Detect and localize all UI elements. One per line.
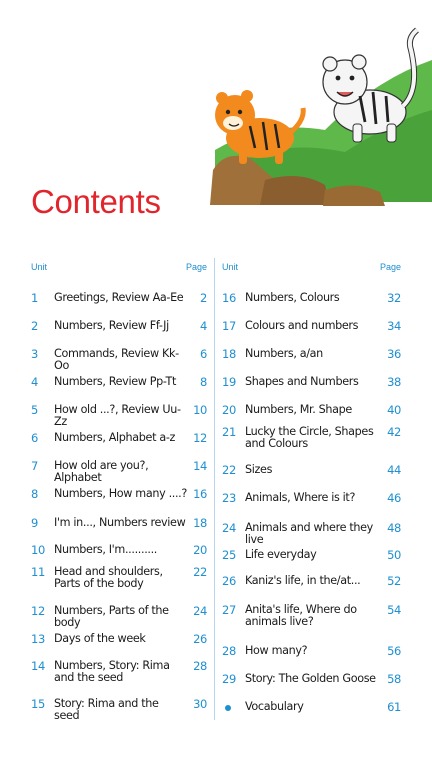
unit-number: 18: [222, 347, 236, 361]
page-number: 32: [387, 291, 401, 305]
page-number: 4: [200, 319, 207, 333]
unit-topic: Shapes and Numbers: [245, 375, 359, 388]
unit-number: 1: [31, 291, 38, 305]
unit-number: 10: [31, 543, 45, 557]
column-divider: [214, 258, 215, 720]
unit-header: Unit: [31, 262, 48, 272]
page-number: 8: [200, 375, 207, 389]
unit-number: 5: [31, 403, 38, 417]
unit-topic: Kaniz's life, in the/at...: [245, 574, 361, 587]
page-number: 48: [387, 521, 401, 535]
page-number: 22: [193, 565, 207, 579]
unit-topic: Lucky the Circle, Shapes and Colours: [245, 425, 374, 450]
unit-topic: Numbers, Parts of the body: [54, 604, 169, 629]
unit-number: 11: [31, 565, 45, 579]
page-title: Contents: [31, 183, 161, 220]
unit-number: 23: [222, 491, 236, 505]
unit-topic: Numbers, Mr. Shape: [245, 403, 352, 416]
unit-topic: Numbers, How many ....?: [54, 487, 187, 500]
unit-topic: Vocabulary: [245, 700, 304, 713]
unit-number: 24: [222, 521, 236, 535]
unit-topic: Animals and where they live: [245, 521, 373, 546]
unit-number: 2: [31, 319, 38, 333]
unit-topic: Commands, Review Kk-Oo: [54, 347, 179, 372]
unit-topic: Story: Rima and the seed: [54, 697, 159, 722]
tiger-cubs-illustration: [205, 20, 432, 210]
unit-number: 17: [222, 319, 236, 333]
unit-topic: Days of the week: [54, 632, 146, 645]
bullet-icon: [222, 701, 231, 713]
unit-number: 28: [222, 644, 236, 658]
page-number: 24: [193, 604, 207, 618]
page-number: 6: [200, 347, 207, 361]
page-number: 34: [387, 319, 401, 333]
page-number: 18: [193, 516, 207, 530]
page-header: Page: [379, 262, 401, 272]
unit-topic: Life everyday: [245, 548, 317, 561]
unit-number: 9: [31, 516, 38, 530]
page-number: 30: [193, 697, 207, 711]
page-number: 26: [193, 632, 207, 646]
page-number: 2: [200, 291, 207, 305]
column-header: [31, 258, 207, 278]
unit-topic: Numbers, Review Ff-Jj: [54, 319, 169, 332]
unit-number: 12: [31, 604, 45, 618]
page-number: 58: [387, 672, 401, 686]
unit-number: 20: [222, 403, 236, 417]
page-number: 10: [193, 403, 207, 417]
unit-number: 26: [222, 574, 236, 588]
unit-topic: Head and shoulders, Parts of the body: [54, 565, 163, 590]
unit-topic: Numbers, Review Pp-Tt: [54, 375, 177, 388]
page-number: 12: [193, 431, 207, 445]
unit-topic: Numbers, I'm..........: [54, 543, 158, 556]
unit-number: 4: [31, 375, 38, 389]
page-number: 38: [387, 375, 401, 389]
unit-number: 16: [222, 291, 236, 305]
page-number: 46: [387, 491, 401, 505]
page-number: 16: [193, 487, 207, 501]
unit-topic: Story: The Golden Goose: [245, 672, 376, 685]
unit-number: 25: [222, 548, 236, 562]
unit-topic: Anita's life, Where do animals live?: [245, 603, 357, 628]
page-number: 50: [387, 548, 401, 562]
page-number: 54: [387, 603, 401, 617]
page-number: 28: [193, 659, 207, 673]
unit-number: 8: [31, 487, 38, 501]
unit-topic: How many?: [245, 644, 308, 657]
unit-number: 3: [31, 347, 38, 361]
unit-number: 21: [222, 425, 236, 439]
unit-topic: How old ...?, Review Uu-Zz: [54, 403, 181, 428]
unit-number: 14: [31, 659, 45, 673]
unit-topic: Numbers, Story: Rima and the seed: [54, 659, 170, 684]
page-number: 20: [193, 543, 207, 557]
unit-topic: How old are you?, Alphabet: [54, 459, 149, 484]
unit-number: 6: [31, 431, 38, 445]
unit-topic: Greetings, Review Aa-Ee: [54, 291, 184, 304]
unit-topic: Colours and numbers: [245, 319, 359, 332]
page-number: 36: [387, 347, 401, 361]
page-header: Page: [185, 262, 207, 272]
unit-topic: Numbers, Colours: [245, 291, 340, 304]
unit-header: Unit: [222, 262, 239, 272]
page-number: 14: [193, 459, 207, 473]
unit-number: 7: [31, 459, 38, 473]
unit-number: 22: [222, 463, 236, 477]
page-number: 44: [387, 463, 401, 477]
unit-topic: I'm in..., Numbers review: [54, 516, 186, 529]
unit-topic: Animals, Where is it?: [245, 491, 356, 504]
page-number: 56: [387, 644, 401, 658]
page-number: 42: [387, 425, 401, 439]
unit-number: 29: [222, 672, 236, 686]
page-number: 52: [387, 574, 401, 588]
unit-number: 13: [31, 632, 45, 646]
unit-topic: Sizes: [245, 463, 273, 476]
page-number: 40: [387, 403, 401, 417]
bullet-dot: [225, 705, 231, 711]
page-number: 61: [387, 700, 401, 714]
contents-column-left: [31, 258, 207, 722]
unit-topic: Numbers, a/an: [245, 347, 323, 360]
unit-topic: Numbers, Alphabet a-z: [54, 431, 176, 444]
unit-number: 27: [222, 603, 236, 617]
contents-column-right: [222, 258, 401, 714]
unit-number: 15: [31, 697, 45, 711]
column-header: [222, 258, 401, 278]
unit-number: 19: [222, 375, 236, 389]
